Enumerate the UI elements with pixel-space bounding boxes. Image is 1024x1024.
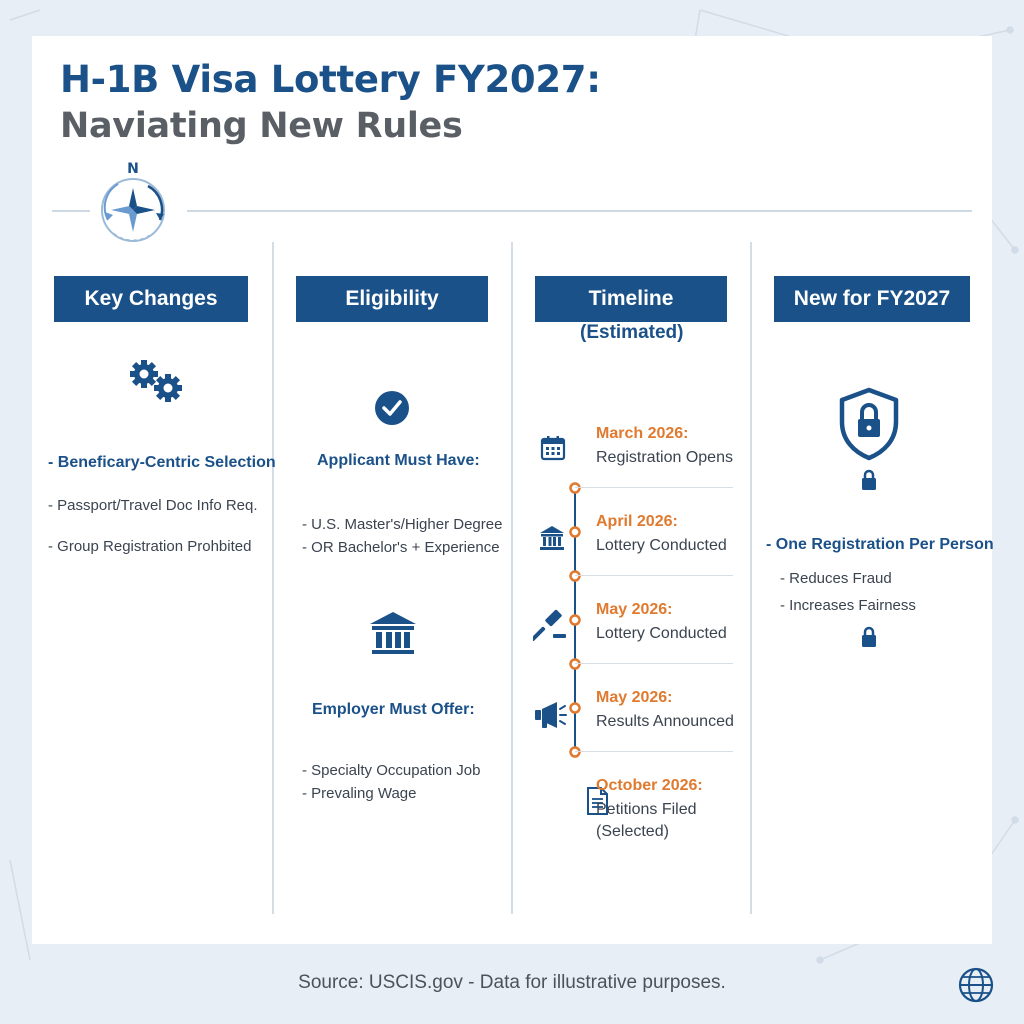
eligibility-column [274, 276, 511, 906]
timeline-column [513, 276, 750, 906]
lock-icon [859, 469, 879, 491]
list-item: - Increases Fairness [780, 597, 916, 614]
timeline-divider [575, 663, 733, 664]
divider-left [52, 210, 90, 212]
timeline-date: October 2026: [596, 777, 703, 794]
checkmark-icon [374, 390, 410, 426]
calendar-icon [539, 434, 567, 462]
timeline-description: Petitions Filed [596, 801, 697, 818]
timeline-description: Results Announced [596, 713, 734, 730]
government-building-icon [368, 610, 418, 658]
timeline-subheader: (Estimated) [580, 322, 684, 343]
timeline-divider [575, 487, 733, 488]
list-item: - Passport/Travel Doc Info Req. [48, 497, 258, 514]
list-item: - Group Registration Prohbited [48, 538, 252, 555]
megaphone-icon [533, 700, 567, 730]
compass-icon [88, 158, 178, 248]
timeline-description: Registration Opens [596, 449, 733, 466]
new-rules-heading: - One Registration Per Person [766, 536, 994, 553]
applicant-heading: Applicant Must Have: [317, 452, 480, 469]
bank-icon [538, 524, 566, 552]
timeline-description: Lottery Conducted [596, 537, 727, 554]
timeline-divider [575, 751, 733, 752]
timeline-description: (Selected) [596, 823, 669, 840]
source-note: Source: USCIS.gov - Data for illustrative purposes. [298, 972, 726, 993]
list-item: - Reduces Fraud [780, 570, 892, 587]
new-for-fy2027-header: New for FY2027 [774, 276, 970, 322]
new-for-fy2027-column [752, 276, 992, 906]
timeline-date: April 2026: [596, 513, 678, 530]
lock-icon [859, 626, 879, 648]
gears-icon [128, 358, 188, 406]
key-changes-header: Key Changes [54, 276, 248, 322]
infographic-card [32, 36, 992, 944]
eligibility-header: Eligibility [296, 276, 488, 322]
timeline-track [567, 482, 583, 762]
timeline-description: Lottery Conducted [596, 625, 727, 642]
divider-right [187, 210, 972, 212]
gavel-icon [533, 607, 567, 641]
timeline-divider [575, 575, 733, 576]
list-item: - OR Bachelor's + Experience [302, 539, 500, 556]
list-item: - Prevaling Wage [302, 785, 417, 802]
page-subtitle: Naviating New Rules [60, 106, 463, 146]
page-title: H-1B Visa Lottery FY2027: [60, 58, 601, 101]
list-item: - Specialty Occupation Job [302, 762, 481, 779]
timeline-header: Timeline [535, 276, 727, 322]
employer-heading: Employer Must Offer: [312, 701, 475, 718]
timeline-date: May 2026: [596, 689, 673, 706]
key-changes-heading: - Beneficary-Centric Selection [48, 454, 276, 471]
shield-lock-icon [836, 386, 902, 462]
timeline-date: May 2026: [596, 601, 673, 618]
key-changes-column [32, 276, 276, 906]
timeline-date: March 2026: [596, 425, 689, 442]
compass-letter: N [127, 161, 139, 177]
list-item: - U.S. Master's/Higher Degree [302, 516, 503, 533]
globe-icon [957, 966, 995, 1004]
